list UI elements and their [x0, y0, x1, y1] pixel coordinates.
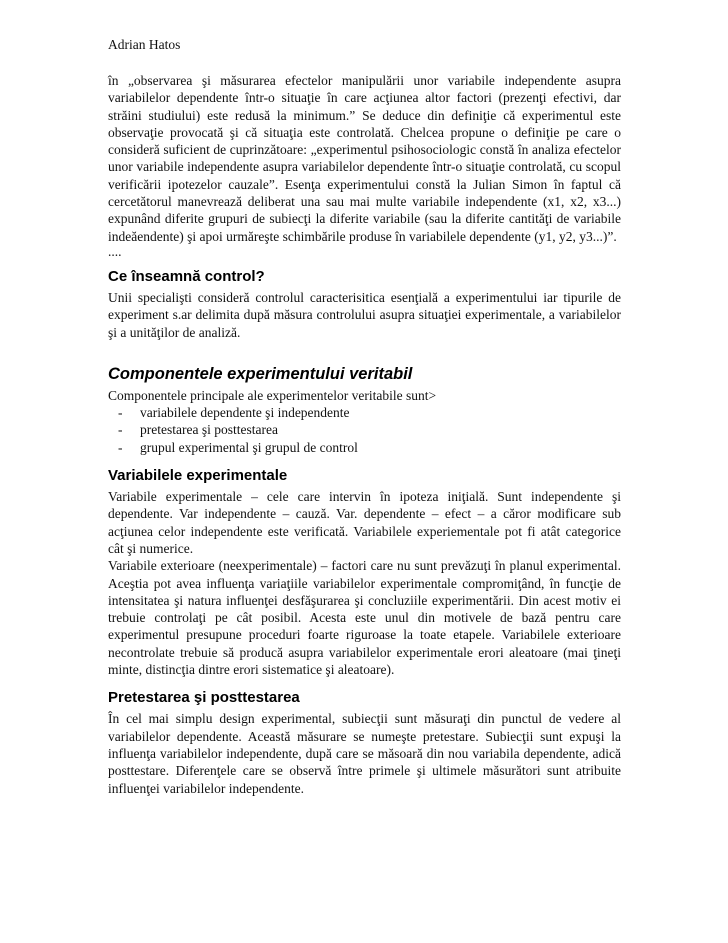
components-list	[108, 404, 621, 456]
dash-bullet: -	[118, 422, 123, 438]
list-item-text: grupul experimental şi grupul de control	[140, 439, 358, 455]
variables-paragraph-2: Variabile exterioare (neexperimentale) – factori care nu sunt prevăzuţi în planul experimental. Aceştia pot avea influenţa variaţiile variabilelor experimentale compromiţând, în funcţie de intensitatea şi natura influenţei desfăşurarea şi concluziile experimentării. Din acest motiv ei trebuie controlaţi pe cât posibil. Acesta este unul din motivele de bază pentru care experimentul presupune proceduri foarte riguroase la toate etapele. Variabilele exterioare necontrolate trebuie să producă asupra variabilelor experimentale erori aleatoare (mai ţineţi minte, distincţia dintre erori sistematice şi aleatoare).	[108, 558, 621, 678]
variables-paragraph-1: Variabile experimentale – cele care intervin în ipoteza iniţială. Sunt independente şi dependente. Var independente – cauză. Var. dependente – efect – a căror modificare sub acţiunea celor independente este verificată. Variabilele experiementale pot fi atât categorice cât şi numerice.	[108, 489, 621, 556]
list-item	[118, 404, 621, 421]
pretest-paragraph: În cel mai simplu design experimental, subiecţii sunt măsuraţi din punctul de vedere al variabilelor dependente. Această măsurare se numeşte pretestare. Subiecţii sunt expuşi la influenţa variabilelor independente, după care se măsoară din nou variabila dependente, adică posttestare. Diferenţele care se observă între primele şi ultimele măsurători sunt atribuite influenţei variabilelor independente.	[108, 711, 621, 796]
dash-bullet: -	[118, 405, 123, 421]
components-intro: Componentele principale ale experimentelor veritabile sunt>	[108, 387, 437, 403]
page-header-author: Adrian Hatos	[108, 37, 181, 52]
list-item	[118, 439, 621, 456]
intro-paragraph: în „observarea şi măsurarea efectelor manipulării unor variabile independente asupra variabilelor dependente într-o situaţie în care acţiunea altor factori (prezenţi efectivi, dar străini studiului) este redusă la minimum.” Se deduce din definiţie că experimentul este observaţie provocată şi că situaţia este controlată. Chelcea propune o definiţie pe care o consideră suficient de cuprinzătoare: „experimentul psihosociologic constă în analiza efectelor unor variabile independente asupra variabilelor dependente într-o situaţie controlată, cu scopul verificării ipotezelor cauzale”. Esenţa experimentului constă la Julian Simon în faptul că cercetătorul manevrează deliberat una sau mai multe variabile independente (x1, x2, x3...) expunând diferite grupuri de subiecţi la diferite variabile (sau la diferite cantităţi de variabile indeăendente) şi apoi urmăreşte schimbările produse în variabilele dependente (y1, y2, y3...)”.	[108, 73, 621, 244]
section-heading-variables: Variabilele experimentale	[108, 467, 288, 485]
section-heading-control: Ce înseamnă control?	[108, 267, 265, 285]
dash-bullet: -	[118, 439, 123, 455]
section-heading-pretest: Pretestarea şi posttestarea	[108, 689, 300, 707]
section-heading-components: Componentele experimentului veritabil	[108, 364, 413, 383]
control-paragraph: Unii specialişti consideră controlul caracterisitica esenţială a experimentului iar tipurile de experiment s.ar delimita după măsura controlului asupra situaţiei experimentale, a variabilelor şi a unităţilor de analiză.	[108, 289, 621, 340]
list-item-text: pretestarea şi posttestarea	[140, 422, 278, 438]
list-item	[118, 421, 621, 438]
list-item-text: variabilele dependente şi independente	[140, 405, 350, 421]
ellipsis: ....	[108, 243, 122, 259]
